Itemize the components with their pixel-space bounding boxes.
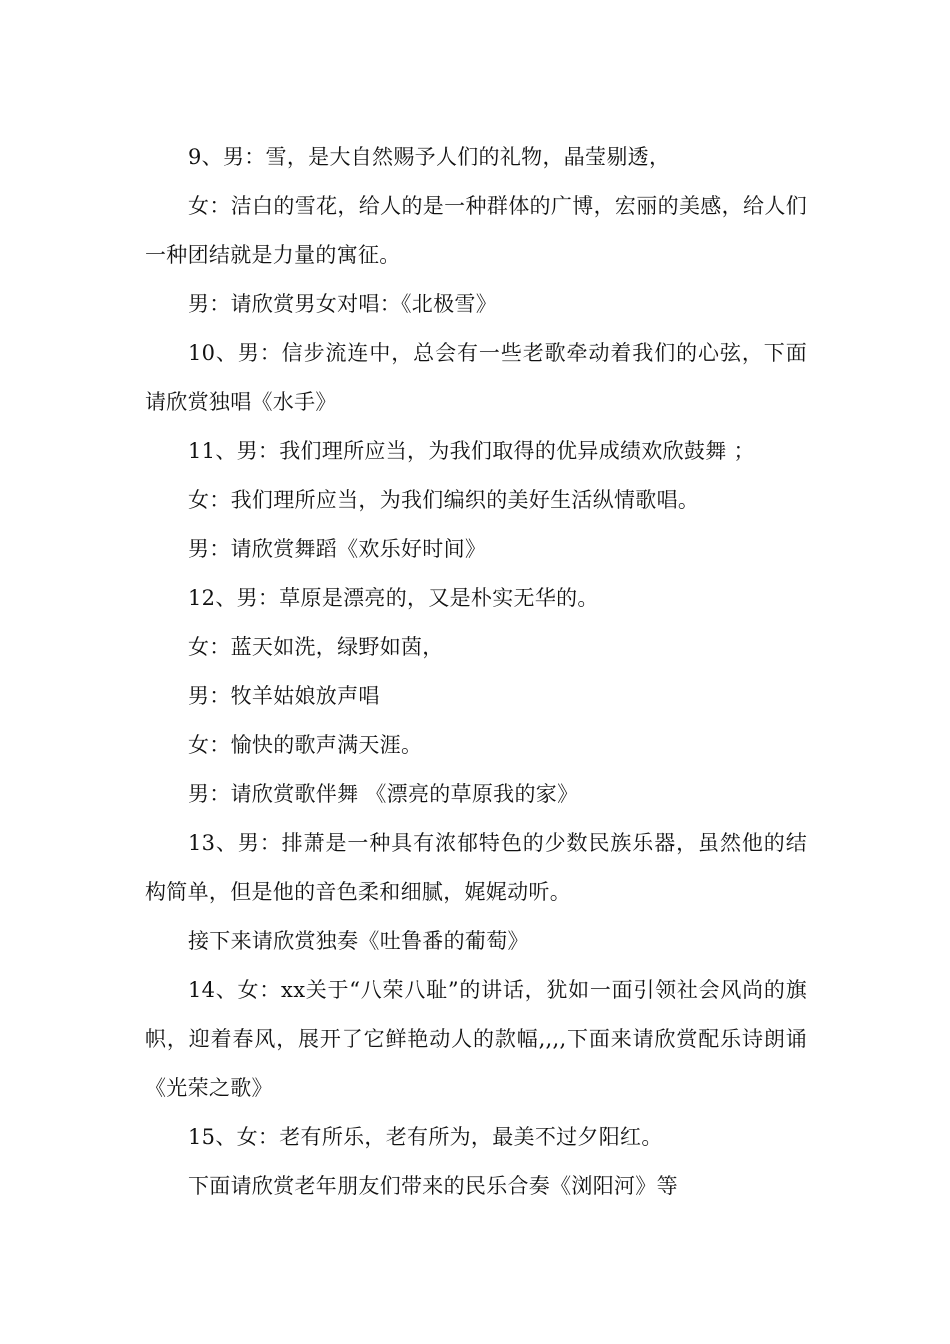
paragraph-9-announce: 男：请欣赏男女对唱：《北极雪》 [188, 292, 497, 316]
paragraph-13-male: 13、男：排萧是一种具有浓郁特色的少数民族乐器，虽然他的结构简单，但是他的音色柔和细腻，娓娓动听。 [145, 831, 807, 904]
document-body [145, 133, 807, 1211]
paragraph-15-female: 15、女：老有所乐，老有所为，最美不过夕阳红。 [188, 1125, 663, 1149]
paragraph-12-male: 12、男：草原是漂亮的，又是朴实无华的。 [188, 586, 599, 610]
paragraph-12-male-2: 男：牧羊姑娘放声唱 [188, 684, 380, 708]
paragraph-12-female-2: 女：愉快的歌声满天涯。 [188, 733, 423, 757]
paragraph-10-male: 10、男：信步流连中，总会有一些老歌牵动着我们的心弦，下面请欣赏独唱《水手》 [145, 341, 807, 414]
paragraph-12-female: 女：蓝天如洗，绿野如茵， [188, 635, 444, 659]
paragraph-12-announce: 男：请欣赏歌伴舞 《漂亮的草原我的家》 [188, 782, 579, 806]
paragraph-11-female: 女：我们理所应当，为我们编织的美好生活纵情歌唱。 [188, 488, 700, 512]
paragraph-11-announce: 男：请欣赏舞蹈《欢乐好时间》 [188, 537, 487, 561]
paragraph-9-female: 女：洁白的雪花，给人的是一种群体的广博，宏丽的美感，给人们一种团结就是力量的寓征。 [145, 194, 807, 267]
paragraph-15-announce: 下面请欣赏老年朋友们带来的民乐合奏《浏阳河》等 [188, 1174, 678, 1198]
paragraph-14-female: 14、女：xx关于“八荣八耻”的讲话，犹如一面引领社会风尚的旗帜，迎着春风，展开了它鲜艳动人的款幅,,,,下面来请欣赏配乐诗朗诵《光荣之歌》 [145, 978, 807, 1100]
paragraph-13-announce: 接下来请欣赏独奏《吐鲁番的葡萄》 [188, 929, 529, 953]
paragraph-9-male: 9、男：雪，是大自然赐予人们的礼物，晶莹剔透， [188, 145, 671, 169]
paragraph-11-male: 11、男：我们理所应当，为我们取得的优异成绩欢欣鼓舞 ； [188, 439, 755, 463]
